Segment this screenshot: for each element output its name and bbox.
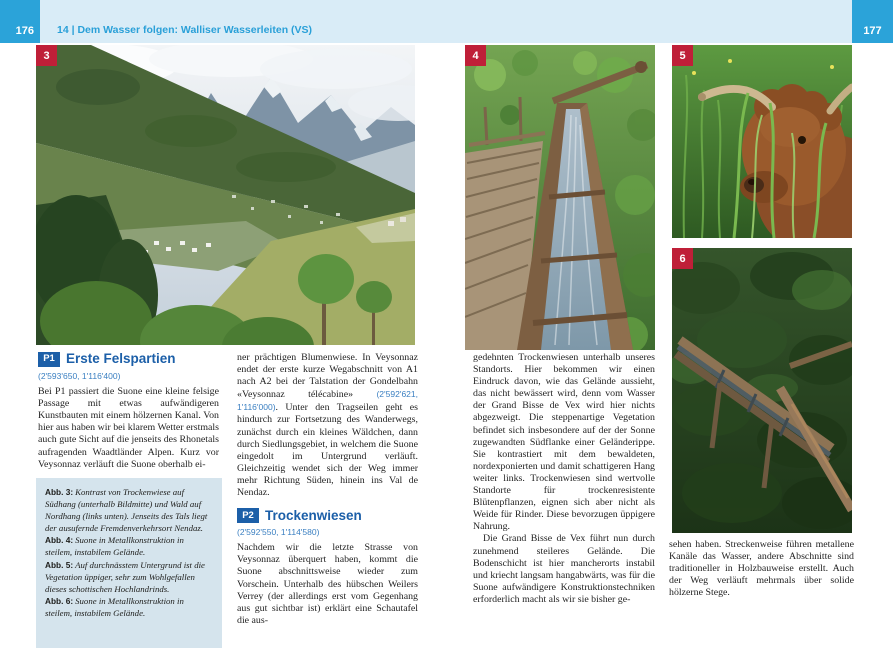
photo-wooden-channel [465, 45, 655, 350]
photo-number-badge: 3 [36, 45, 57, 66]
valley-panorama-illustration [36, 45, 415, 345]
caption-text: Suone in Metallkonstruktion in steilem, instabilem Gelände. [45, 595, 184, 618]
caption-text: Auf durchnässtem Untergrund ist die Vegetation üppiger, sehr zum Wohlgefallen dieses schottischen Hochlandrinds. [45, 559, 205, 594]
caption-label: Abb. 4: [45, 535, 74, 546]
highland-cattle-illustration [672, 45, 852, 238]
section-title: Trockenwiesen [265, 507, 362, 523]
body-text: Nachdem wir die letzte Strasse von Veysonnaz überquert haben, kommt die Suone abschnittsweise wieder zum Vorschein. Unterhalb des hübschen Weilers Verrey (der allerdings erst vom Gegenhang aus gut sichtbar ist) erklärt eine Schautafel die aus- [237, 542, 418, 626]
caption-box [36, 478, 222, 648]
page-number-right: 177 [852, 0, 893, 43]
photo-valley-panorama [36, 45, 415, 345]
right-page-column-1 [473, 352, 655, 606]
chapter-title: 14 | Dem Wasser folgen: Walliser Wasserleiten (VS) [57, 24, 313, 36]
body-text-part: . Unter den Tragseilen geht es hindurch zur Fortsetzung des Wanderwegs, zunächst durch ein kleines Wäldchen, dann durch Siedlungsgebiet, in welchem die Suone eingedolt im Untergrund verläuft. Gleichzeitig wendet sich der Weg immer mehr Richtung Süden, hinein ins Val de Nendaz. [237, 402, 418, 499]
coordinates-p1: (2'593'650, 1'116'400) [38, 371, 121, 381]
coordinates-p2: (2'592'550, 1'114'580) [237, 527, 320, 538]
caption-label: Abb. 6: [45, 595, 74, 606]
section-heading-p1 [38, 352, 219, 367]
page-number-left: 176 [0, 0, 40, 43]
body-text: Die Grand Bisse de Vex führt nun durch zunehmend steileres Gelände. Die Bodenschicht ist hier mancherorts instabil und kriecht langsam hangabwärts, was für die Suone aufwändigere Konstruktionstechniken erforderlich macht als wir sie bisher ge- [473, 533, 655, 605]
forest-channel-illustration [672, 248, 852, 533]
section-heading-p2 [237, 508, 418, 523]
caption-label: Abb. 5: [45, 559, 74, 570]
caption-item [45, 595, 213, 619]
body-text: sehen haben. Streckenweise führen metallene Kanäle das Wasser, andere Abschnitte sind traditioneller in Holzbauweise erstellt. Auch der Weg verläuft mehrmals über solide hölzerne Stege. [669, 539, 854, 599]
wooden-channel-illustration [465, 45, 655, 350]
left-page-column-2 [237, 352, 418, 627]
body-text-part: ner prächtigen Blumenwiese. In Veysonnaz endet der erste kurze Wegabschnitt von A1 nach A2 bei der Talstation der Gondelbahn «Veysonnaz télécabine» [237, 352, 418, 401]
section-title: Erste Felspartien [66, 351, 176, 367]
caption-item [45, 534, 213, 558]
body-text [237, 352, 418, 499]
waypoint-badge-p2: P2 [237, 508, 259, 523]
photo-forest-channel [672, 248, 852, 533]
caption-label: Abb. 3: [45, 487, 74, 497]
caption-item [45, 559, 213, 595]
photo-number-badge: 6 [672, 248, 693, 269]
caption-text: Kontrast von Trockenwiese auf Südhang (unterhalb Bildmitte) und Wald auf Nordhang (links unten). Jenseits des Tals liegt der ausufernde Fremdenverkehrsort Nendaz. [45, 487, 208, 534]
right-page-column-2 [669, 539, 854, 599]
photo-number-badge: 4 [465, 45, 486, 66]
coordinates-inline: (2'592'621, 1'116'000) [237, 389, 418, 413]
photo-highland-cattle [672, 45, 852, 238]
waypoint-badge-p1: P1 [38, 352, 60, 367]
photo-number-badge: 5 [672, 45, 693, 66]
caption-item [45, 486, 213, 534]
header-band [0, 0, 893, 43]
body-text: Bei P1 passiert die Suone eine kleine felsige Passage mit etwas aufwändigeren Kunstbauten mit einem hölzernen Kanal. Von hier aus haben wir bei klarem Wetter erstmals auch gute Sicht auf die jenseits des Rhonetals aufragenden Waadtländer Alpen. Kurz vor Veysonnaz verläuft die Suone oberhalb ei- [38, 386, 219, 470]
caption-text: Suone in Metallkonstruktion in steilem, instabilem Gelände. [45, 535, 184, 558]
left-page-column-1 [38, 352, 219, 471]
body-text: gedehnten Trockenwiesen unterhalb unseres Standorts. Hier bekommen wir einen Eindruck davon, wie das Gelände aussieht, das nicht bewässert wird, denn vom Wasser der Grand Bisse de Vex wird hier nichts abgezweigt. Die steppenartige Vegetation befindet sich insbesondere auf der der Sonne zugewandten Südflanke einer Geländerippe. Sie kontrastiert mit dem bewaldeten, nordexponierten und damit schattigeren Hang weiter links. Trockenwiesen sind wertvolle Standorte für trockenresistente Blütenpflanzen, eignen sich aber nicht als Weide für Rinder. Diese bevorzugen üppigere Nahrung. [473, 352, 655, 533]
